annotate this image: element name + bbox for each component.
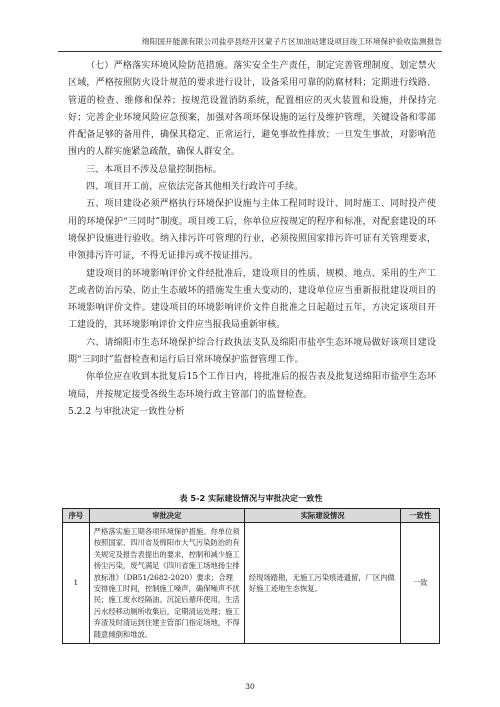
page-header: 绵阳国开能源有限公司盐亭县经开区蒙子片区加油站建设项目竣工环境保护验收监测报告 [58, 36, 442, 52]
consistency-table [62, 508, 440, 644]
table-header-row [63, 509, 440, 523]
row-number: 1 [63, 523, 90, 644]
actual-situation: 经现场踏勘，无施工污染痕迹遗留，厂区内做好施工迹地生态恢复。 [244, 523, 401, 644]
section-heading: 5.2.2 与审批决定一致性分析 [68, 406, 185, 417]
consistency-result: 一致 [401, 523, 440, 644]
paragraph: 三、本项目不涉及总量控制指标。 [86, 164, 222, 175]
table-row [63, 523, 440, 644]
column-header-actual: 实际建设情况 [244, 509, 401, 523]
column-header-result: 一致性 [401, 509, 440, 523]
table-caption: 表 5-2 实际建设情况与审批决定一致性 [179, 493, 323, 503]
paragraph: （七）严格落实环境风险防范措施。落实安全生产责任，制定完善管理制度、划定禁火区域，严格按照防火设计规范的要求进行设计，设备采用可靠的防腐材料；定期进行线路、管道的检查、维修和保养；按规范设置消防系统，配置相应的灭火装置和设施，并保持完好；完善企业环境风险应急预案，加强对各项环保设施的运行及维护管理，关键设备和零部件配备足够的备用件，确保其稳定、正常运行，避免事故性排放；一旦发生事故，对影响范围内的人群实施紧急疏散，确保人群安全。 [68, 61, 436, 158]
column-header-no: 序号 [63, 509, 90, 523]
paragraph: 六、请绵阳市生态环境保护综合行政执法支队及绵阳市盐亭生态环境局做好该项目建设期“三同时”监督检查和运行后日常环境保护监督管理工作。 [68, 337, 436, 366]
paragraph: 五、项目建设必须严格执行环境保护设施与主体工程同时设计、同时施工、同时投产使用的环境保护“三同时”制度。项目竣工后，你单位应按规定的程序和标准，对配套建设的环境保护设施进行验收。纳入排污许可管理的行业，必须按照国家排污许可证有关管理要求，申领排污许可证，不得无证排污或不按证排污。 [68, 199, 436, 262]
body-text [68, 58, 436, 421]
approval-requirement: 严格落实施工期各项环境保护措施。你单位须按照国家、四川省及绵阳市大气污染防治的有关规定及报告表提出的要求，控制和减少施工扬尘污染，废气满足《四川省施工场地扬尘排放标准》（DB51/2682-2020）要求；合理安排施工时间，控制施工噪声，确保噪声不扰民；施工废水经隔油、沉淀后循环使用，生活污水经移动厕所收集后，定期清运处理；施工弃渣及时清运到住建主管部门指定场地，不得随意倾倒和堆放。 [89, 523, 244, 644]
column-header-requirement: 审批决定 [89, 509, 244, 523]
page-number: 30 [245, 682, 255, 691]
paragraph: 你单位应在收到本批复后15个工作日内，将批准后的报告表及批复送绵阳市盐亭生态环境局，并按规定接受各级生态环境行政主管部门的监督检查。 [68, 372, 436, 400]
paragraph: 四、项目开工前，应依法完备其他相关行政许可手续。 [86, 182, 304, 193]
paragraph: 建设项目的环境影响评价文件经批准后，建设项目的性质、规模、地点、采用的生产工艺或者防治污染、防止生态破坏的措施发生重大变动的，建设单位应当重新报批建设项目的环境影响评价文件。建设项目的环境影响评价文件自批准之日起超过五年，方决定该项目开工建设的，其环境影响评价文件应当报我局重新审核。 [68, 268, 436, 331]
